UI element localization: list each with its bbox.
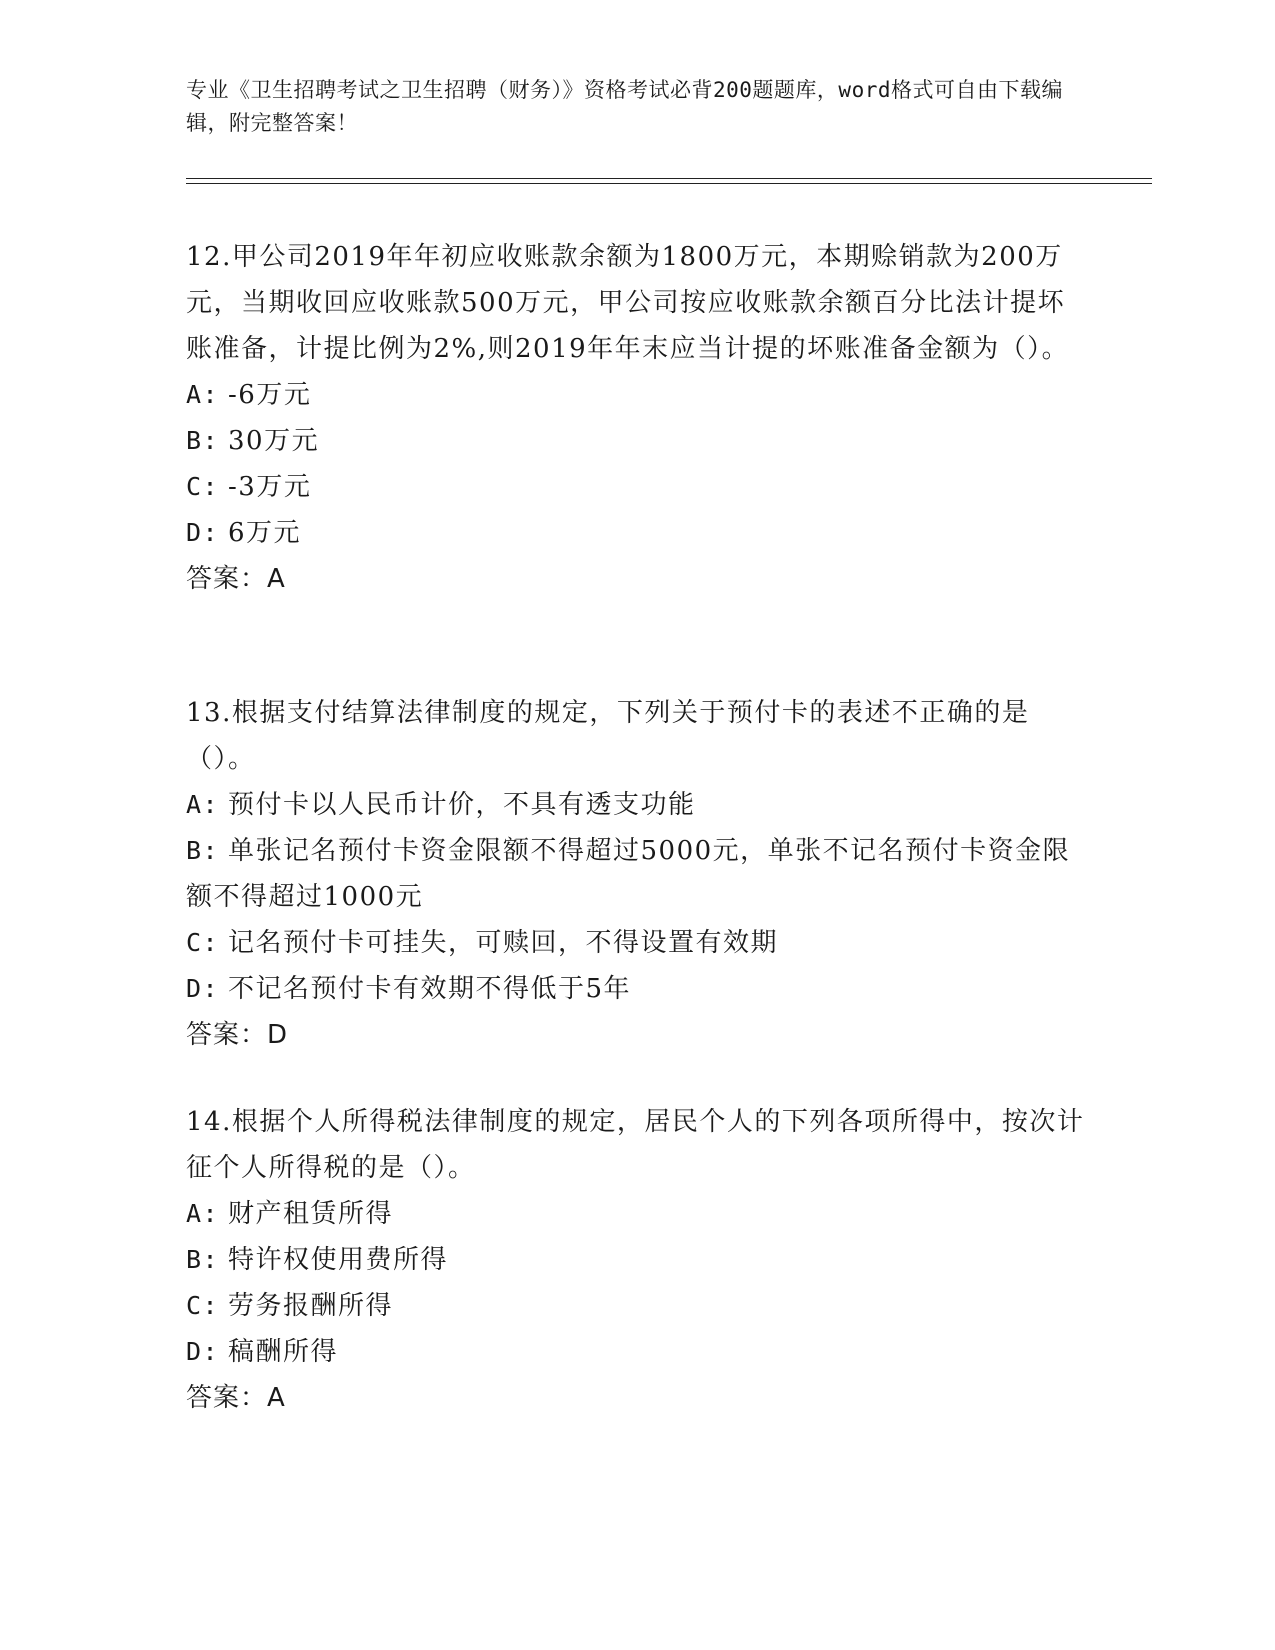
question-text: 14.根据个人所得税法律制度的规定，居民个人的下列各项所得中，按次计征个人所得税的是（）。 (186, 1107, 1085, 1183)
option-c (186, 464, 1086, 510)
option-text: 6万元 (228, 518, 302, 548)
option-letter: A: (186, 1199, 220, 1228)
header-divider-top (186, 178, 1152, 179)
option-a (186, 372, 1086, 418)
question-14 (186, 1099, 1086, 1421)
question-text: 13.根据支付结算法律制度的规定，下列关于预付卡的表述不正确的是（）。 (186, 698, 1030, 774)
option-text: 30万元 (228, 426, 320, 456)
option-letter: A: (186, 790, 220, 819)
option-letter: D: (186, 518, 220, 547)
question-12 (186, 234, 1086, 602)
answer-line: 答案：A (186, 1383, 286, 1413)
option-text: 预付卡以人民币计价，不具有透支功能 (228, 790, 696, 820)
document-intro: 专业《卫生招聘考试之卫生招聘（财务）》资格考试必背200题题库，word格式可自由下载编辑，附完整答案！ (186, 78, 1063, 135)
option-d (186, 1329, 1086, 1375)
option-text: 不记名预付卡有效期不得低于5年 (228, 974, 632, 1004)
option-letter: B: (186, 1245, 220, 1274)
option-letter: C: (186, 928, 220, 957)
option-text: 稿酬所得 (228, 1337, 339, 1367)
option-c (186, 1283, 1086, 1329)
answer-line: 答案：A (186, 564, 286, 594)
option-text: 劳务报酬所得 (228, 1291, 394, 1321)
option-letter: C: (186, 472, 220, 501)
option-letter: D: (186, 974, 220, 1003)
option-b (186, 828, 1086, 920)
header-divider-bottom (186, 183, 1152, 184)
option-b (186, 418, 1086, 464)
option-letter: D: (186, 1337, 220, 1366)
option-text: 财产租赁所得 (228, 1199, 394, 1229)
option-text: -3万元 (228, 472, 312, 502)
option-a (186, 782, 1086, 828)
answer-line: 答案：D (186, 1020, 289, 1050)
option-d (186, 510, 1086, 556)
question-text: 12.甲公司2019年年初应收账款余额为1800万元，本期赊销款为200万元，当期收回应收账款500万元，甲公司按应收账款余额百分比法计提坏账准备，计提比例为2%,则2019年年末应当计提的坏账准备金额为（）。 (186, 242, 1070, 364)
option-letter: B: (186, 836, 220, 865)
option-text: 单张记名预付卡资金限额不得超过5000元，单张不记名预付卡资金限额不得超过1000元 (186, 836, 1071, 912)
question-13 (186, 690, 1086, 1058)
option-d (186, 966, 1086, 1012)
option-letter: A: (186, 380, 220, 409)
option-a (186, 1191, 1086, 1237)
option-text: 特许权使用费所得 (228, 1245, 449, 1275)
option-b (186, 1237, 1086, 1283)
option-text: -6万元 (228, 380, 312, 410)
option-letter: B: (186, 426, 220, 455)
option-letter: C: (186, 1291, 220, 1320)
option-text: 记名预付卡可挂失，可赎回，不得设置有效期 (228, 928, 779, 958)
option-c (186, 920, 1086, 966)
